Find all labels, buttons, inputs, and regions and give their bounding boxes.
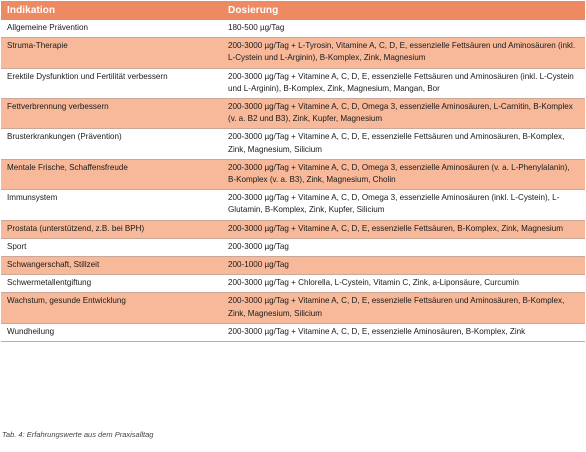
dosage-cell: 200-3000 µg/Tag + Vitamine A, C, D, E, essenzielle Fettsäuren und Aminosäuren, B-Komplex, Zink, Magnesium, Silicium [222, 293, 585, 323]
header-indikation: Indikation [1, 1, 222, 20]
table-row [1, 159, 585, 189]
table-row [1, 190, 585, 220]
indication-cell: Brusterkrankungen (Prävention) [1, 129, 222, 159]
table-row [1, 20, 585, 38]
indication-cell: Wachstum, gesunde Entwicklung [1, 293, 222, 323]
dosage-cell: 200-3000 µg/Tag + Vitamine A, C, D, Omega 3, essenzielle Aminosäuren, L-Carnitin, B-Komplex (v. a. B2 und B3), Zink, Kupfer, Magnesium [222, 99, 585, 129]
dosage-cell: 200-3000 µg/Tag + Vitamine A, C, D, E, essenzielle Fettsäuren, B-Komplex, Zink, Magnesium [222, 220, 585, 238]
table-row [1, 275, 585, 293]
dosage-cell: 200-3000 µg/Tag + Chlorella, L-Cystein, Vitamin C, Zink, a-Liponsäure, Curcumin [222, 275, 585, 293]
table-row [1, 323, 585, 341]
dosage-cell: 200-3000 µg/Tag + Vitamine A, C, D, E, essenzielle Aminosäuren, B-Komplex, Zink [222, 323, 585, 341]
dosage-cell: 200-3000 µg/Tag + Vitamine A, C, D, E, essenzielle Fettsäuren und Aminosäuren, B-Komplex, Zink, Magnesium, Silicium [222, 129, 585, 159]
indication-cell: Sport [1, 238, 222, 256]
dosage-table [1, 1, 585, 342]
table-caption: Tab. 4: Erfahrungswerte aus dem Praxisalltag [2, 430, 154, 439]
table-row [1, 238, 585, 256]
indication-cell: Struma-Therapie [1, 38, 222, 68]
header-dosierung: Dosierung [222, 1, 585, 20]
dosage-cell: 200-3000 µg/Tag + L-Tyrosin, Vitamine A, C, D, E, essenzielle Fettsäuren und Aminosäuren (inkl. L-Cystein und L-Arginin), B-Komplex, Zink, Magnesium [222, 38, 585, 68]
indication-cell: Schwermetallentgiftung [1, 275, 222, 293]
dosage-cell: 200-1000 µg/Tag [222, 257, 585, 275]
table-row [1, 257, 585, 275]
dosage-cell: 180-500 µg/Tag [222, 20, 585, 38]
table-row [1, 68, 585, 98]
indication-cell: Prostata (unterstützend, z.B. bei BPH) [1, 220, 222, 238]
indication-cell: Immunsystem [1, 190, 222, 220]
dosage-cell: 200-3000 µg/Tag [222, 238, 585, 256]
table-row [1, 220, 585, 238]
table-row [1, 99, 585, 129]
dosage-cell: 200-3000 µg/Tag + Vitamine A, C, D, Omega 3, essenzielle Aminosäuren (inkl. L-Cystein), L-Glutamin, B-Komplex, Zink, Kupfer, Silicium [222, 190, 585, 220]
indication-cell: Allgemeine Prävention [1, 20, 222, 38]
indication-cell: Wundheilung [1, 323, 222, 341]
indication-cell: Erektile Dysfunktion und Fertilität verbessern [1, 68, 222, 98]
indication-cell: Fettverbrennung verbessern [1, 99, 222, 129]
table-row [1, 38, 585, 68]
dosage-cell: 200-3000 µg/Tag + Vitamine A, C, D, Omega 3, essenzielle Aminosäuren (v. a. L-Phenylalanin), B-Komplex (v. a. B3), Zink, Magnesium, Cholin [222, 159, 585, 189]
indication-cell: Schwangerschaft, Stillzeit [1, 257, 222, 275]
table-header-row [1, 1, 585, 20]
indication-cell: Mentale Frische, Schaffensfreude [1, 159, 222, 189]
table-row [1, 129, 585, 159]
dosage-cell: 200-3000 µg/Tag + Vitamine A, C, D, E, essenzielle Fettsäuren und Aminosäuren (inkl. L-Cystein und L-Arginin), B-Komplex, Zink, Magnesium, Mangan, Bor [222, 68, 585, 98]
table-row [1, 293, 585, 323]
